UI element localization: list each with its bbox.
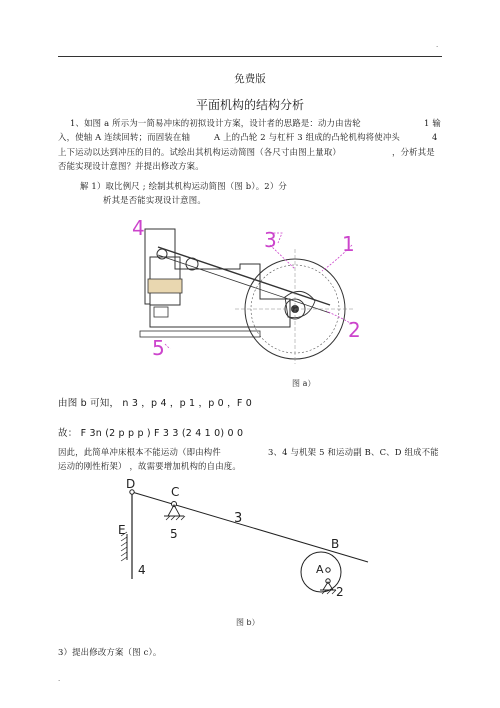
- figure-b-label-C: C: [171, 485, 180, 499]
- figure-a-label-4: 4: [132, 216, 145, 240]
- figure-b-caption: 图 b）: [236, 618, 260, 627]
- para1-line2-end: 4: [432, 132, 438, 142]
- figure-b-label-5: 5: [170, 527, 178, 541]
- figure-b-label-4: 4: [138, 563, 146, 577]
- header-rule: [58, 56, 442, 57]
- para2-line3: 因此，此简单冲床根本不能运动（即由构件: [58, 447, 221, 457]
- figure-b-label-3: 3: [234, 511, 243, 526]
- figure-a: [130, 209, 365, 364]
- para1-line3: 上下运动以达到冲压的目的。试绘出其机构运动简图（各尺寸由图上量取）: [58, 147, 341, 157]
- solution-line2: 析其是否能实现设计意图。: [103, 195, 206, 205]
- figure-b-label-2: 2: [336, 585, 344, 599]
- dof-counts-line: 由图 b 可知， n 3 ，p 4 ，p 1 ，p 0 ，F 0: [58, 398, 252, 409]
- para2-line4: 运动的刚性桁架） ，故需要增加机构的自由度。: [58, 461, 241, 471]
- header-dot: .: [436, 41, 439, 49]
- figure-a-label-3: 3: [264, 228, 277, 252]
- footer-dot: .: [58, 675, 61, 683]
- page-title: 平面机构的结构分析: [195, 98, 304, 112]
- figure-a-label-5: 5: [152, 336, 165, 360]
- figure-b-label-E: E: [118, 523, 126, 537]
- figure-b-label-A: A: [316, 563, 324, 576]
- figure-a-caption: 图 a）: [292, 379, 316, 388]
- figure-b-drawing: [116, 474, 376, 604]
- figure-b-label-D: D: [126, 477, 136, 491]
- para2-line3-end: 3、4 与机架 5 和运动副 B、C、D 组成不能: [268, 447, 439, 457]
- figure-b-label-B: B: [331, 537, 340, 551]
- solution-line1: 解 1）取比例尺 ; 绘制其机构运动简图（图 b）。2）分: [80, 181, 287, 191]
- para1-line2: 入，使轴 A 连续回转；而固装在轴: [58, 132, 191, 142]
- para1-line2-mid: A 上的凸轮 2 与杠杆 3 组成的凸轮机构将使冲头: [214, 132, 400, 142]
- figure-a-label-2: 2: [348, 318, 361, 342]
- para1-line4: 否能实现设计意图？并提出修改方案。: [58, 161, 204, 171]
- dof-formula-line: 故： F 3n (2 p p p ) F 3 3 (2 4 1 0) 0 0: [58, 428, 244, 439]
- para3-line1: 3）提出修改方案（图 c）。: [58, 647, 162, 657]
- free-version-label: 免费版: [234, 73, 266, 85]
- para1-line1-end: 1 输: [424, 118, 441, 128]
- figure-a-drawing: [130, 209, 365, 364]
- para1-line3-end: ，分析其是: [392, 147, 435, 157]
- para1-line1: 1、如图 a 所示为一简易冲床的初拟设计方案，设计者的思路是：动力由齿轮: [70, 118, 361, 128]
- figure-a-label-1: 1: [342, 232, 355, 256]
- figure-b: [116, 474, 376, 604]
